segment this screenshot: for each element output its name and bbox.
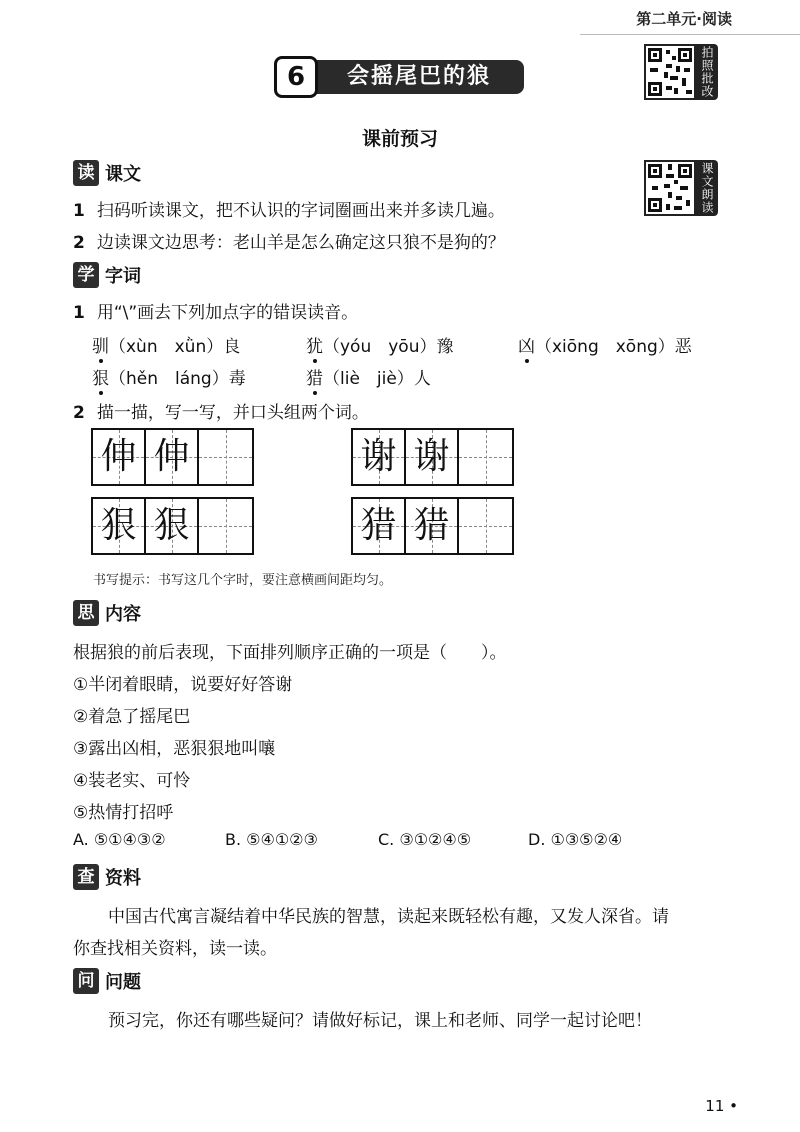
qr-code-icon — [644, 44, 696, 100]
header-divider — [580, 34, 800, 35]
writing-grid[interactable] — [91, 428, 254, 486]
qr-grading[interactable] — [644, 44, 718, 100]
pinyin-word: 猎（liè jiè）人 — [306, 364, 431, 389]
choice-a[interactable]: A. ⑤①④③② — [73, 830, 166, 849]
choice-c[interactable]: C. ③①②④⑤ — [378, 830, 472, 849]
writing-grid[interactable] — [351, 497, 514, 555]
section-read-header — [73, 160, 141, 186]
pinyin-word: 犹（yóu yōu）豫 — [306, 332, 453, 357]
grid-char: 猎 — [413, 505, 450, 546]
option-item: ⑤热情打招呼 — [73, 803, 174, 823]
read-label: 课文 — [105, 164, 141, 185]
grid-char: 伸 — [153, 436, 190, 477]
writing-tip: 书写提示：书写这几个字时，要注意横画间距均匀。 — [93, 573, 393, 588]
option-item: ④装老实、可怜 — [73, 771, 191, 791]
think-badge: 思 — [73, 600, 99, 626]
qr-reading[interactable] — [644, 160, 718, 216]
qr-code-icon — [644, 160, 696, 216]
option-item: ①半闭着眼睛，说要好好答谢 — [73, 675, 293, 695]
pinyin-word: 狠（hěn láng）毒 — [92, 364, 246, 389]
qr-tag-reading: 课文朗读 — [696, 160, 718, 216]
research-text-line2: 你查找相关资料，读一读。 — [73, 939, 277, 959]
think-question: 根据狼的前后表现，下面排列顺序正确的一项是（ ）。 — [73, 643, 507, 663]
unit-header: 第二单元·阅读 — [636, 10, 732, 28]
lesson-number: 6 — [274, 56, 318, 98]
grid-char: 狠 — [153, 505, 190, 546]
lesson-title: 会摇尾巴的狼 — [314, 60, 524, 94]
qr-tag-grading: 拍照批改 — [696, 44, 718, 100]
grid-char: 谢 — [413, 436, 450, 477]
section-think-header — [73, 600, 141, 626]
section-research-header — [73, 864, 141, 890]
learn-label: 字词 — [105, 266, 141, 287]
option-item: ②着急了摇尾巴 — [73, 707, 191, 727]
read-item-2: 2 边读课文边思考：老山羊是怎么确定这只狼不是狗的？ — [73, 233, 505, 253]
ask-text: 预习完，你还有哪些疑问？请做好标记，课上和老师、同学一起讨论吧！ — [108, 1011, 652, 1031]
ask-badge: 问 — [73, 968, 99, 994]
research-label: 资料 — [105, 868, 141, 889]
grid-char: 狠 — [100, 505, 137, 546]
research-text-line1: 中国古代寓言凝结着中华民族的智慧，读起来既轻松有趣，又发人深省。请 — [108, 907, 669, 927]
grid-char: 谢 — [360, 436, 397, 477]
ask-label: 问题 — [105, 972, 141, 993]
lesson-banner — [274, 56, 524, 98]
section-ask-header — [73, 968, 141, 994]
option-item: ③露出凶相，恶狠狠地叫嚷 — [73, 739, 276, 759]
section-learn-header — [73, 262, 141, 288]
learn-q2: 2 描一描，写一写，并口头组两个词。 — [73, 403, 369, 423]
pinyin-word: 凶（xiōng xōng）恶 — [518, 332, 692, 357]
think-label: 内容 — [105, 604, 141, 625]
read-item-1: 1 扫码听读课文，把不认识的字词圈画出来并多读几遍。 — [73, 201, 505, 221]
choice-b[interactable]: B. ⑤④①②③ — [225, 830, 318, 849]
pinyin-word: 驯（xùn xǜn）良 — [92, 332, 240, 357]
choice-d[interactable]: D. ①③⑤②④ — [528, 830, 623, 849]
section-title: 课前预习 — [361, 128, 438, 150]
grid-char: 伸 — [100, 436, 137, 477]
research-badge: 查 — [73, 864, 99, 890]
learn-badge: 学 — [73, 262, 99, 288]
learn-q1: 1 用“\”画去下列加点字的错误读音。 — [73, 303, 359, 323]
page-number: 11 • — [705, 1097, 738, 1115]
writing-grid[interactable] — [351, 428, 514, 486]
read-badge: 读 — [73, 160, 99, 186]
writing-grid[interactable] — [91, 497, 254, 555]
grid-char: 猎 — [360, 505, 397, 546]
